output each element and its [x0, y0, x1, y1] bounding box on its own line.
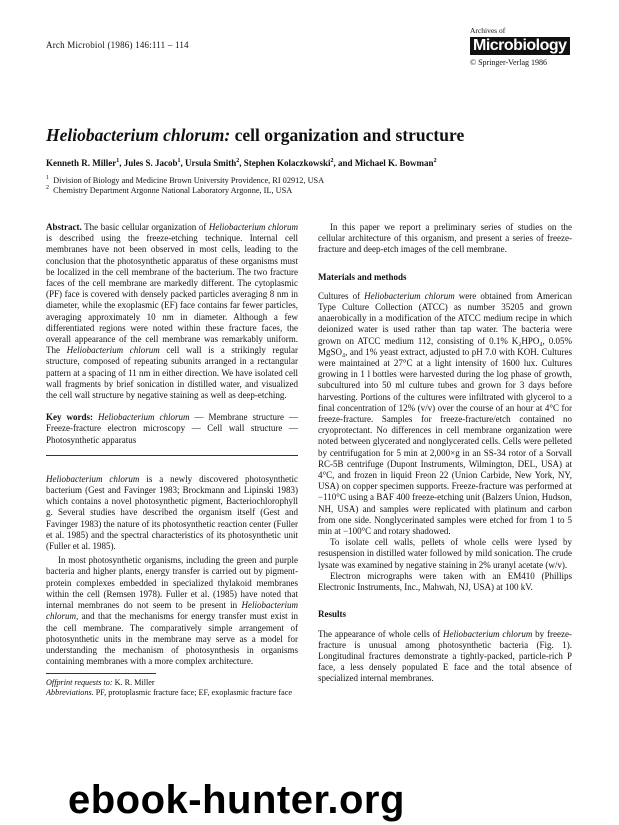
affiliation-mark: 2	[46, 185, 49, 191]
journal-reference: Arch Microbiol (1986) 146:111 – 114	[46, 40, 189, 50]
abstract-label: Abstract.	[46, 222, 82, 232]
author-name: Kenneth R. Miller	[46, 158, 117, 168]
intro-paragraph-2	[46, 555, 298, 667]
affiliation-1	[46, 175, 324, 185]
keywords-species: Heliobacterium chlorum	[93, 412, 190, 423]
offprint-label: Offprint requests to:	[46, 678, 113, 688]
keywords-label: Key words:	[46, 412, 93, 423]
right-column	[318, 222, 572, 685]
methods-heading: Materials and methods	[318, 271, 407, 282]
affiliation-text: Chemistry Department Argonne National Laboratory Argonne, IL, USA	[53, 185, 293, 195]
abstract-species: Heliobacterium chlorum	[66, 345, 160, 356]
author-separator: , and	[333, 158, 355, 168]
author-affil-mark: 2	[433, 158, 437, 164]
offprint-name: K. R. Miller	[112, 678, 155, 688]
offprint-note	[46, 678, 298, 688]
abbreviations-text: PF, protoplasmic fracture face; EF, exoplasmic fracture face	[93, 688, 292, 698]
results-text: The appearance of whole cells of	[318, 628, 443, 639]
masthead-archives-text: Archives of	[470, 26, 506, 35]
author-name: Ursula Smith	[185, 158, 237, 168]
author-affil-mark: 1	[116, 158, 120, 164]
abbreviations-label: Abbreviations.	[46, 688, 94, 698]
watermark: ebook-hunter.org	[68, 778, 405, 822]
results-heading: Results	[318, 609, 347, 620]
affiliation-text: Division of Biology and Medicine Brown University Providence, RI 02912, USA	[53, 175, 325, 185]
author-name: Jules S. Jacob	[123, 158, 178, 168]
methods-paragraph-2: To isolate cell walls, pellets of whole cells were lysed by resuspension in distilled water followed by mild sonication. The crude lysate was examined by negative staining in 2% uranyl acetate (w/v).	[318, 537, 572, 570]
title-rest: cell organization and structure	[230, 125, 465, 145]
author-affil-mark: 2	[330, 158, 334, 164]
author-separator: ,	[119, 158, 124, 168]
intro-paragraph-3: In this paper we report a preliminary series of studies on the cellular architecture of this organism, and present a series of freeze-fracture and deep-etch images of the cell membrane.	[318, 222, 572, 255]
methods-text: were obtained from American Type Culture Collection (ATCC) as number 35205 and grown anaerobically in a modification of the ATCC medium recipe in which deionized water is used rather than tap water. The bacteria were grown on ATCC medium 112, consisting of 0.1% K₂HPO₄, 0.05% MgSO₄, and 1% yeast extract, adjusted to pH 7.0 with KOH. Cultures were maintained at 27°C at a light intensity of 1600 lux. Cultures growing in 1 l bottles were harvested during the log phase of growth, subcultured into 50 ml culture tubes and grown for 3 days before harvesting. Portions of the cultures were infiltrated with glycerol to a final concentration of 12% (v/v) over the course of an hour at 4°C for freeze-fracture. Samples for freeze-fracture/etch contained no cryoprotectant. No differences in cell membrane organization were noted between glycerated and nonglycerated cells. Cells were pelleted by centrifugation for 5 min at 2,000×g in an SS-34 rotor of a Sorvall RC-5B centrifuge (Dupont Instruments, Wilmington, DEL, USA) at 4°C, and frozen in liquid Freon 22 (Union Carbide, New York, NY, USA) on copper specimen supports. Freeze-fracture was performed at −110°C using a BAF 400 freeze-etching unit (Balzers Union, Hudson, NH, USA) and samples were replicated with platinum and carbon from one side. Nonglycerinated samples were etched for from 1 to 5 min at −100°C and rotary shadowed.	[318, 290, 572, 537]
keywords	[46, 412, 298, 446]
abbreviations-note	[46, 688, 298, 698]
author-affil-mark: 1	[177, 158, 181, 164]
results-text: by freeze-fracture is unusual among photosynthetic bacteria (Fig. 1). Longitudinal fractures demonstrate a tightly-packed, particle-rich P face, a less densely populated E face and the total absence of specialized internal membranes.	[318, 628, 572, 684]
methods-species: Heliobacterium chlorum	[364, 290, 455, 301]
methods-paragraph-3: Electron micrographs were taken with an EM410 (Phillips Electronic Instruments, Inc., Mahwah, NJ, USA) at 100 kV.	[318, 570, 572, 593]
author-affil-mark: 2	[236, 158, 240, 164]
abstract-text: cell wall is a strikingly regular structure, composed of repeating subunits arranged in a rectangular pattern at a spacing of 11 nm in either direction. We have isolated cell wall fragments by brief sonication in distilled water, and visualized the cell wall structure by negative staining as well as deep-etching.	[46, 345, 299, 401]
results-paragraph-1	[318, 629, 572, 685]
microbiology-logo: Microbiology	[470, 37, 570, 55]
journal-masthead	[470, 26, 580, 67]
article-title	[46, 124, 586, 146]
results-species: Heliobacterium chlorum	[443, 628, 533, 639]
intro-paragraph-1	[46, 474, 298, 552]
copyright-notice: © Springer-Verlag 1986	[470, 58, 548, 67]
author-name: Stephen Kolaczkowski	[243, 158, 331, 168]
abstract-species: Heliobacterium chlorum	[208, 222, 298, 232]
intro-text: and that the mechanisms for energy transfer must exist in the cell membrane. The comparatively simple arrangement of photosynthetic units in the membrane may serve as a model for understanding the mechanism of photosynthesis in organisms containing membranes with a more complex architecture.	[46, 611, 298, 667]
abstract-text: The basic cellular organization of	[81, 222, 209, 232]
methods-paragraph-1	[318, 291, 572, 537]
section-divider	[46, 455, 298, 456]
footnote-divider	[46, 673, 156, 674]
author-separator: ,	[180, 158, 186, 168]
keywords-text: — Membrane structure — Freeze-fracture electron microscopy — Cell wall structure — Photosynthetic apparatus	[46, 412, 298, 445]
intro-species: Heliobacterium chlorum,	[46, 600, 298, 622]
intro-text: In most photosynthetic organisms, including the green and purple bacteria and higher plants, energy transfer is carried out by pigment-protein complexes embedded in specialized thylakoid membranes within the cell (Remsen 1978). Fuller et al. (1985) have noted that internal membranes do not seem to be present in	[46, 555, 298, 611]
affiliation-mark: 1	[46, 175, 49, 181]
title-species: Heliobacterium chlorum:	[46, 125, 231, 145]
left-column	[46, 222, 298, 698]
intro-text: is a newly discovered photosynthetic bacterium (Gest and Favinger 1983; Brockmann and Lipinski 1983) which contains a novel photosynthetic pigment, Bacteriochlorophyll g. Several studies have described the organism itself (Gest and Favinger 1983) the nature of its photosynthetic reaction center (Fuller et al. 1985) and the spectral characteristics of its photosynthetic unit (Fuller et al. 1985).	[46, 473, 298, 552]
abstract-text: is described using the freeze-etching technique. Internal cell membranes have not been observed in most cells, leading to the conclusion that the photosynthetic apparatus of these organisms must be localized in the cell membrane of the bacterium. The two fracture faces of the cell membrane are markedly different. The cytoplasmic (PF) face is covered with densely packed particles averaging 8 nm in diameter, while the exoplasmic (EF) face contains far fewer particles, averaging approximately 10 nm in diameter. Although a few differentiated regions were noted within these fracture faces, the overall appearance of the cell membrane was remarkably uniform. The	[46, 233, 298, 356]
intro-species: Heliobacterium chlorum	[46, 473, 140, 484]
author-list	[46, 158, 586, 168]
affiliation-2	[46, 185, 292, 195]
methods-text: Cultures of	[318, 290, 365, 301]
author-name: Michael K. Bowman	[354, 158, 434, 168]
abstract	[46, 222, 298, 401]
author-separator: ,	[239, 158, 244, 168]
